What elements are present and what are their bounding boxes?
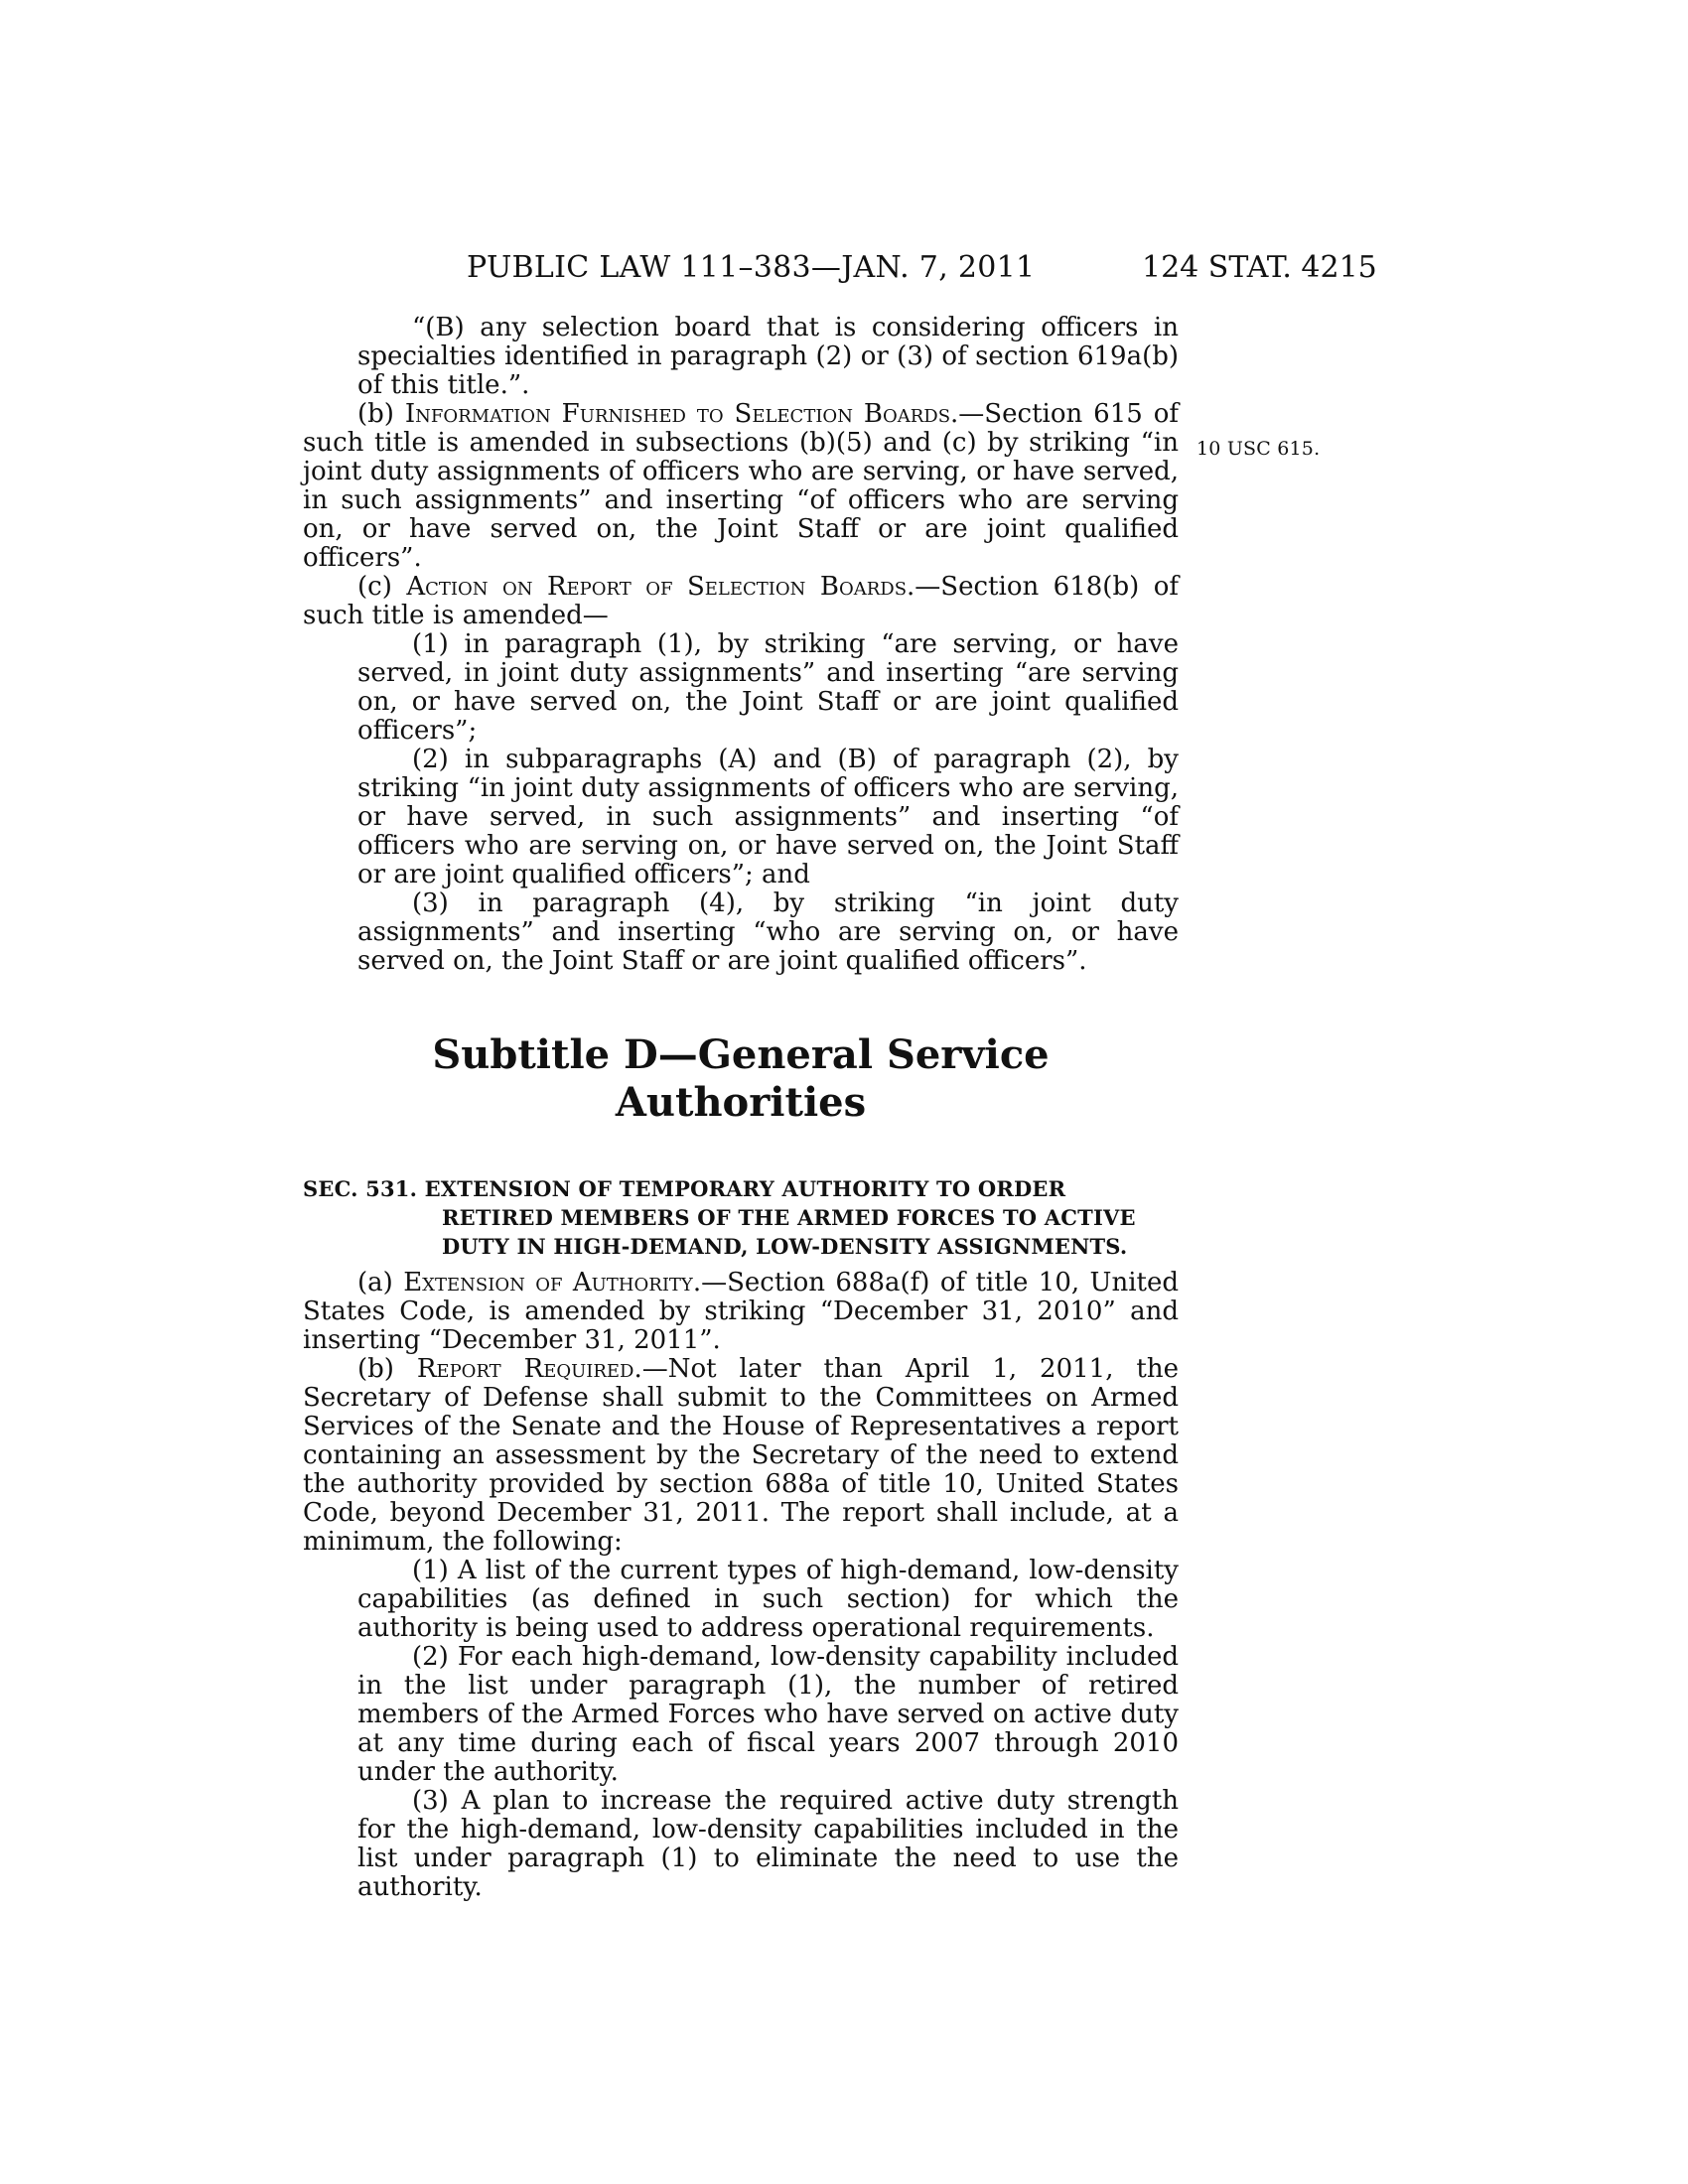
subsection-label: (b) <box>357 399 405 429</box>
subsection-text: .—Section 615 of such title is amended in subsections (b)(5) and (c) by striking “in joint duty assignments of officers who are serving, or have served, in such assignments” and inserting “of officers who are serving on, or have served on, the Joint Staff or are joint qualified officers”. <box>303 399 1179 573</box>
subsection-label: (a) <box>357 1268 404 1297</box>
running-header-citation: PUBLIC LAW 111–383—JAN. 7, 2011 <box>467 250 1036 285</box>
subtitle-heading: Subtitle D—General Service Authorities <box>432 1031 1050 1126</box>
subsection-heading: Information Furnished to Selection Boards <box>404 399 951 429</box>
subsection-heading: Extension of Authority <box>403 1268 693 1297</box>
paragraph-2-striking: (2) in subparagraphs (A) and (B) of paragraph (2), by striking “in joint duty assignments of officers who are serving, or have served, in such assignments” and inserting “of officers who are serving on, or have served on, the Joint Staff or are joint qualified officers”; and <box>357 745 1179 889</box>
subsection-c-action-on-report <box>303 573 1179 630</box>
subsection-heading: Action on Report of Selection Boards <box>406 572 908 602</box>
subsection-a-extension <box>303 1269 1179 1355</box>
report-item-3: (3) A plan to increase the required active duty strength for the high-demand, low-density capabilities included in the list under paragraph (1) to eliminate the need to use the authority. <box>357 1786 1179 1902</box>
subsection-b-report-required <box>303 1355 1179 1557</box>
subsection-label: (c) <box>357 572 407 602</box>
margin-note-usc-citation: 10 USC 615. <box>1196 438 1321 460</box>
section-531-heading: SEC. 531. EXTENSION OF TEMPORARY AUTHORITY TO ORDER RETIRED MEMBERS OF THE ARMED FORCES TO ACTIVE DUTY IN HIGH-DEMAND, LOW-DENSITY ASSIGNMENTS. <box>303 1176 1136 1259</box>
report-item-2: (2) For each high-demand, low-density capability included in the list under paragraph (1), the number of retired members of the Armed Forces who have served on active duty at any time during each of fiscal years 2007 through 2010 under the authority. <box>357 1642 1179 1787</box>
subsection-text: .—Not later than April 1, 2011, the Secretary of Defense shall submit to the Committees on Armed Services of the Senate and the House of Representatives a report containing an assessment by the Secretary of the need to extend the authority provided by section 688a of title 10, United States Code, beyond December 31, 2011. The report shall include, at a minimum, the following: <box>303 1354 1179 1557</box>
section-531-body <box>303 1269 1179 1902</box>
subsection-b-information-furnished <box>303 400 1179 573</box>
running-header-page-number: 124 STAT. 4215 <box>1142 250 1377 285</box>
subsection-text: .—Section 688a(f) of title 10, United States Code, is amended by striking “December 31, 2010” and inserting “December 31, 2011”. <box>303 1268 1179 1355</box>
page-body <box>303 314 1179 1902</box>
paragraph-b-quoted: “(B) any selection board that is considering officers in specialties identified in paragraph (2) or (3) of section 619a(b) of this title.”. <box>357 313 1179 400</box>
paragraph-3-striking: (3) in paragraph (4), by striking “in joint duty assignments” and inserting “who are serving on, or have served on, the Joint Staff or are joint qualified officers”. <box>357 888 1179 976</box>
paragraph-1-striking: (1) in paragraph (1), by striking “are serving, or have served, in joint duty assignments” and inserting “are serving on, or have served on, the Joint Staff or are joint qualified officers”; <box>357 629 1179 746</box>
subsection-heading: Report Required <box>416 1354 634 1384</box>
subsection-text: .—Section 618(b) of such title is amended— <box>303 572 1179 630</box>
subsection-label: (b) <box>357 1354 417 1384</box>
report-item-1: (1) A list of the current types of high-demand, low-density capabilities (as defined in such section) for which the authority is being used to address operational requirements. <box>357 1556 1179 1643</box>
